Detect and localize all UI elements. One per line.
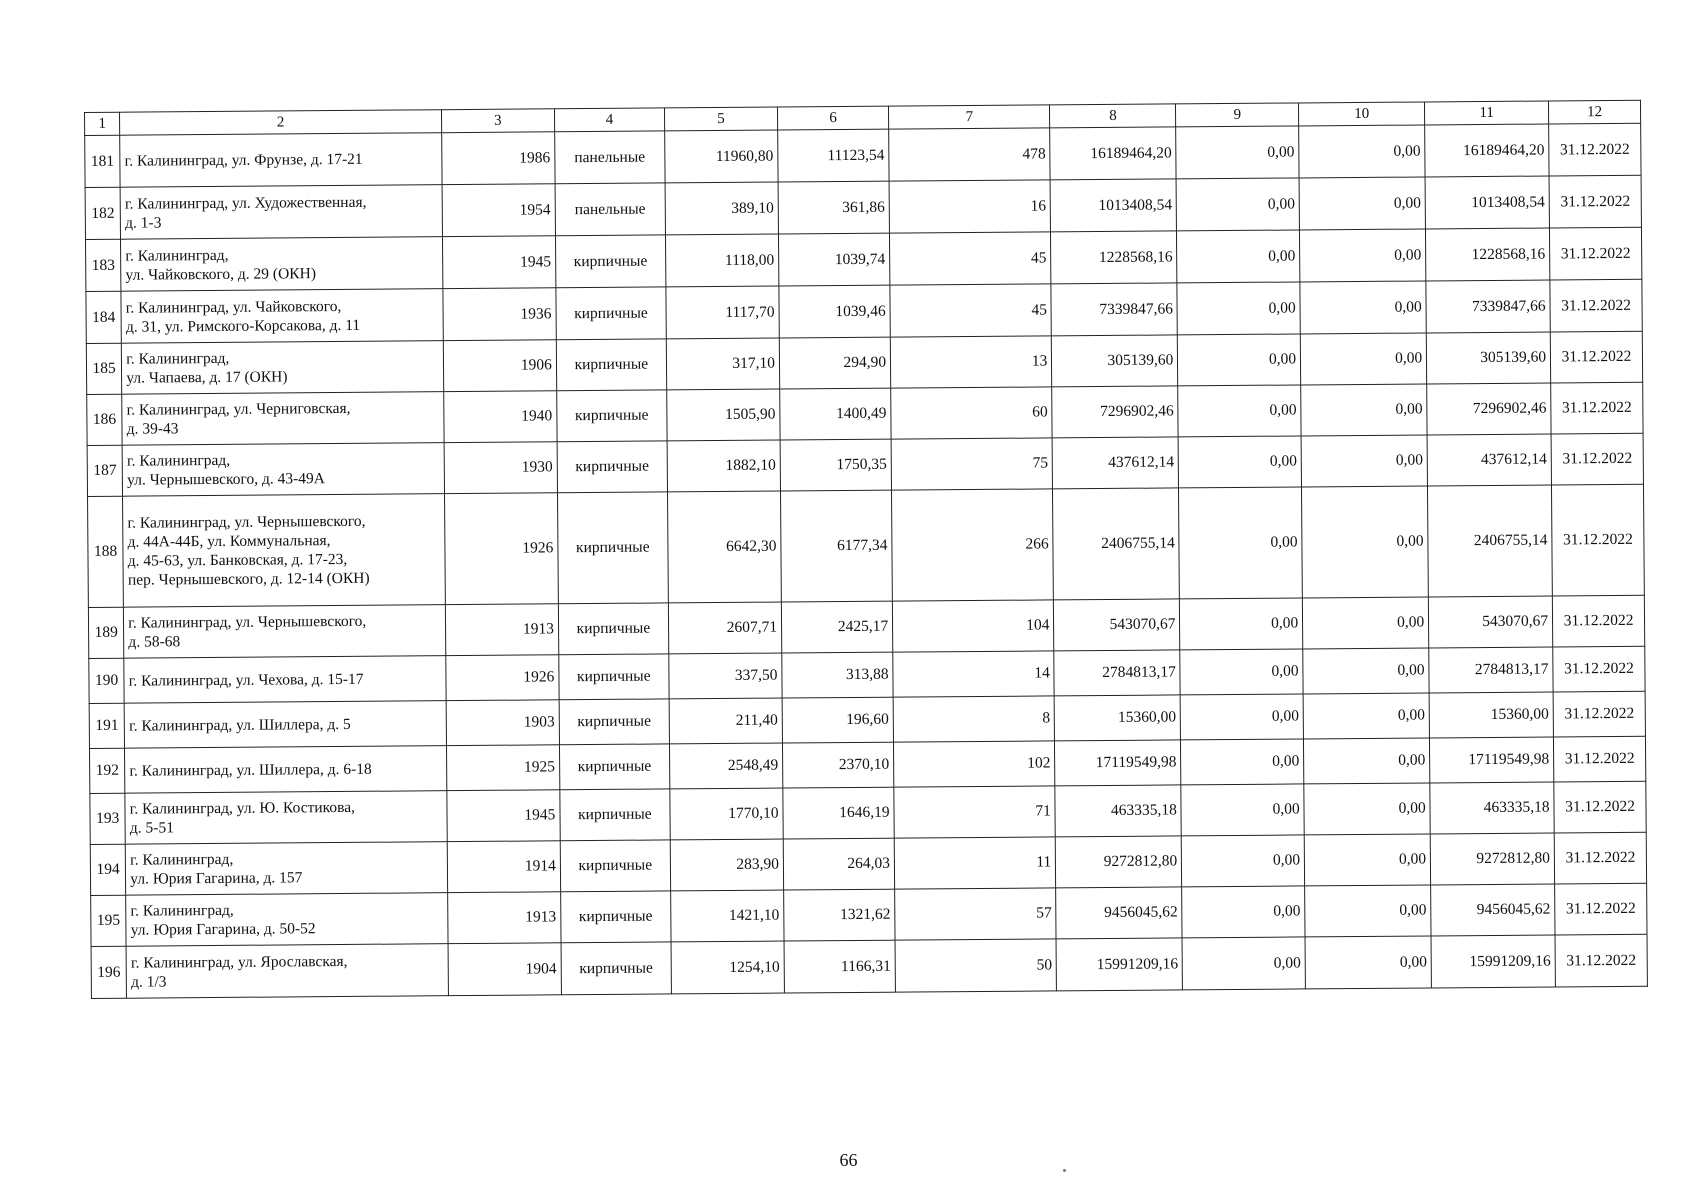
address-cell (124, 605, 446, 659)
value-cell-8: 305139,60 (1052, 335, 1178, 387)
address-line: г. Калининград, (126, 349, 230, 368)
address-line: г. Калининград, ул. Чернышевского, (127, 512, 366, 532)
column-header: 10 (1299, 102, 1425, 126)
address-cell (122, 392, 444, 446)
value-cell-6: 1039,74 (779, 233, 890, 286)
value-cell-7: 50 (895, 939, 1057, 992)
value-cell-10: 0,00 (1301, 384, 1427, 436)
value-cell-6: 294,90 (779, 337, 890, 389)
value-cell-10: 0,00 (1304, 738, 1430, 784)
year-cell: 1906 (443, 340, 557, 392)
address-line: г. Калининград, (130, 901, 234, 920)
value-cell-6: 264,03 (783, 838, 894, 890)
value-cell-9: 0,00 (1182, 835, 1305, 887)
value-cell-10: 0,00 (1302, 486, 1429, 598)
address-cell (125, 842, 447, 896)
value-cell-9: 0,00 (1182, 886, 1305, 938)
value-cell-5: 317,10 (666, 338, 780, 390)
address-line: ул. Чайковского, д. 29 (ОКН) (125, 264, 317, 284)
date-cell: 31.12.2022 (1553, 646, 1645, 692)
address-line: д. 39-43 (126, 420, 179, 438)
address-cell (121, 289, 443, 344)
date-cell: 31.12.2022 (1551, 382, 1643, 434)
wall-material-cell: кирпичные (557, 390, 667, 442)
address-line: пер. Чернышевского, д. 12-14 (ОКН) (127, 569, 370, 589)
date-cell: 31.12.2022 (1554, 781, 1646, 833)
wall-material-cell: панельные (555, 131, 665, 184)
value-cell-5: 337,50 (669, 653, 783, 699)
value-cell-11: 543070,67 (1429, 596, 1553, 648)
wall-material-cell: кирпичные (560, 891, 670, 943)
address-line: ул. Чапаева, д. 17 (ОКН) (126, 368, 288, 387)
value-cell-5: 1421,10 (670, 890, 784, 942)
row-number: 196 (91, 946, 127, 998)
value-cell-11: 7339847,66 (1426, 280, 1550, 333)
row-number: 186 (87, 394, 123, 445)
value-cell-11: 9272812,80 (1430, 833, 1554, 885)
value-cell-11: 15991209,16 (1431, 935, 1555, 988)
wall-material-cell: кирпичные (561, 942, 671, 995)
date-cell: 31.12.2022 (1549, 123, 1641, 176)
value-cell-10: 0,00 (1304, 783, 1430, 835)
row-number: 184 (86, 291, 122, 343)
value-cell-8: 15991209,16 (1056, 938, 1182, 991)
value-cell-5: 1118,00 (665, 234, 779, 287)
value-cell-10: 0,00 (1303, 597, 1429, 649)
date-cell: 31.12.2022 (1551, 433, 1643, 485)
wall-material-cell: кирпичные (560, 789, 670, 841)
value-cell-6: 313,88 (782, 652, 893, 698)
page-number: 66 (839, 1150, 858, 1170)
wall-material-cell: кирпичные (560, 840, 670, 892)
column-header: 7 (889, 105, 1050, 129)
value-cell-10: 0,00 (1301, 435, 1427, 487)
value-cell-8: 543070,67 (1054, 599, 1180, 651)
value-cell-9: 0,00 (1177, 230, 1300, 283)
address-cell (120, 185, 442, 240)
row-number: 194 (90, 844, 126, 895)
value-cell-9: 0,00 (1181, 739, 1304, 785)
value-cell-7: 14 (893, 651, 1055, 697)
address-cell (121, 237, 443, 292)
value-cell-6: 11123,54 (778, 129, 889, 182)
value-cell-5: 2548,49 (669, 743, 783, 789)
year-cell: 1914 (447, 841, 561, 893)
wall-material-cell: кирпичные (556, 287, 666, 340)
value-cell-10: 0,00 (1303, 693, 1429, 739)
year-cell: 1913 (447, 892, 561, 944)
value-cell-7: 104 (892, 600, 1054, 652)
value-cell-6: 1646,19 (783, 787, 894, 839)
value-cell-5: 1505,90 (667, 389, 781, 441)
column-header: 8 (1050, 104, 1176, 128)
date-cell: 31.12.2022 (1555, 883, 1647, 935)
housing-registry-table (84, 100, 1648, 999)
table-row (88, 484, 1645, 607)
value-cell-10: 0,00 (1305, 885, 1431, 937)
wall-material-cell: кирпичные (555, 235, 665, 288)
address-line: ул. Чернышевского, д. 43-49А (127, 470, 326, 489)
value-cell-8: 16189464,20 (1050, 127, 1176, 180)
row-number: 191 (89, 703, 125, 748)
value-cell-6: 196,60 (782, 697, 893, 743)
value-cell-9: 0,00 (1180, 598, 1303, 650)
value-cell-7: 75 (891, 438, 1053, 490)
value-cell-7: 60 (891, 387, 1053, 439)
value-cell-9: 0,00 (1182, 937, 1305, 990)
year-cell: 1986 (441, 132, 555, 185)
wall-material-cell: кирпичные (559, 654, 669, 700)
value-cell-11: 15360,00 (1429, 692, 1553, 738)
value-cell-9: 0,00 (1176, 126, 1299, 179)
year-cell: 1904 (448, 943, 562, 996)
value-cell-6: 1166,31 (784, 940, 895, 993)
row-number: 185 (86, 343, 122, 394)
date-cell: 31.12.2022 (1550, 331, 1642, 383)
value-cell-9: 0,00 (1178, 436, 1301, 488)
value-cell-6: 6177,34 (781, 490, 893, 602)
value-cell-11: 2406755,14 (1428, 485, 1553, 597)
value-cell-7: 8 (893, 696, 1055, 742)
address-cell (125, 746, 447, 794)
value-cell-7: 13 (890, 336, 1052, 388)
row-number: 183 (86, 239, 122, 291)
value-cell-6: 1750,35 (780, 439, 891, 491)
value-cell-11: 7296902,46 (1427, 383, 1551, 435)
value-cell-11: 437612,14 (1427, 434, 1551, 486)
wall-material-cell: кирпичные (557, 492, 668, 604)
table-row (91, 934, 1647, 998)
address-line: г. Калининград, (125, 246, 229, 265)
value-cell-7: 266 (892, 489, 1054, 601)
value-cell-5: 1254,10 (671, 941, 785, 994)
column-header: 11 (1425, 101, 1549, 125)
wall-material-cell: кирпичные (559, 699, 669, 745)
address-line: г. Калининград, ул. Фрунзе, д. 17-21 (124, 150, 363, 170)
address-cell (122, 443, 444, 497)
value-cell-8: 1013408,54 (1050, 179, 1176, 232)
address-line: г. Калининград, ул. Чехова, д. 15-17 (128, 670, 364, 690)
value-cell-9: 0,00 (1180, 694, 1303, 740)
value-cell-8: 437612,14 (1052, 437, 1178, 489)
value-cell-7: 16 (889, 180, 1051, 233)
column-header: 3 (441, 109, 554, 133)
value-cell-10: 0,00 (1299, 125, 1425, 178)
year-cell: 1926 (445, 655, 559, 701)
value-cell-8: 9456045,62 (1056, 887, 1182, 939)
value-cell-11: 2784813,17 (1429, 647, 1553, 693)
address-line: д. 58-68 (128, 633, 181, 651)
value-cell-7: 45 (890, 232, 1052, 285)
value-cell-8: 9272812,80 (1056, 836, 1182, 888)
year-cell: 1930 (444, 442, 558, 494)
column-header: 4 (554, 108, 664, 132)
wall-material-cell: кирпичные (559, 744, 669, 790)
wall-material-cell: панельные (555, 183, 665, 236)
row-number: 193 (90, 793, 126, 844)
address-line: г. Калининград, (126, 451, 231, 470)
year-cell: 1945 (447, 790, 561, 842)
value-cell-10: 0,00 (1303, 648, 1429, 694)
value-cell-8: 463335,18 (1055, 785, 1181, 837)
value-cell-7: 45 (890, 284, 1052, 337)
year-cell: 1903 (446, 700, 560, 746)
address-line: г. Калининград, ул. Ярославская, (130, 952, 348, 972)
address-line: д. 5-51 (129, 819, 174, 837)
value-cell-9: 0,00 (1181, 784, 1304, 836)
value-cell-7: 102 (894, 741, 1056, 787)
value-cell-8: 2784813,17 (1054, 650, 1180, 696)
value-cell-10: 0,00 (1300, 229, 1426, 282)
year-cell: 1945 (442, 236, 556, 289)
value-cell-10: 0,00 (1300, 333, 1426, 385)
date-cell: 31.12.2022 (1552, 595, 1644, 647)
date-cell: 31.12.2022 (1550, 279, 1642, 332)
date-cell: 31.12.2022 (1550, 227, 1642, 280)
value-cell-5: 211,40 (669, 698, 783, 744)
address-line: д. 44А-44Б, ул. Коммунальная, (127, 532, 331, 551)
value-cell-9: 0,00 (1177, 282, 1300, 335)
value-cell-10: 0,00 (1299, 177, 1425, 230)
value-cell-7: 57 (895, 888, 1057, 940)
value-cell-5: 389,10 (665, 182, 779, 235)
value-cell-6: 1321,62 (784, 889, 895, 941)
value-cell-10: 0,00 (1304, 834, 1430, 886)
value-cell-5: 2607,71 (668, 602, 782, 654)
address-cell (124, 701, 446, 749)
column-header: 1 (85, 112, 120, 135)
value-cell-9: 0,00 (1179, 487, 1303, 599)
column-header: 6 (778, 106, 889, 130)
value-cell-8: 2406755,14 (1053, 488, 1180, 600)
value-cell-5: 283,90 (670, 839, 784, 891)
value-cell-6: 1400,49 (780, 388, 891, 440)
row-number: 187 (87, 445, 123, 496)
column-header: 12 (1549, 100, 1641, 124)
address-line: г. Калининград, ул. Черниговская, (126, 399, 351, 419)
address-line: г. Калининград, ул. Шиллера, д. 6-18 (129, 760, 372, 780)
value-cell-11: 463335,18 (1430, 782, 1554, 834)
address-line: г. Калининград, (130, 850, 234, 869)
value-cell-11: 16189464,20 (1425, 124, 1549, 177)
value-cell-6: 2370,10 (783, 742, 894, 788)
year-cell: 1936 (443, 288, 557, 341)
value-cell-9: 0,00 (1176, 178, 1299, 231)
value-cell-8: 1228568,16 (1051, 231, 1177, 284)
value-cell-8: 7339847,66 (1051, 283, 1177, 336)
address-line: г. Калининград, ул. Ю. Костикова, (129, 798, 356, 818)
value-cell-6: 361,86 (778, 181, 889, 234)
value-cell-7: 71 (894, 786, 1056, 838)
date-cell: 31.12.2022 (1549, 175, 1641, 228)
column-header: 5 (664, 107, 777, 131)
value-cell-10: 0,00 (1300, 281, 1426, 334)
row-number: 189 (88, 607, 124, 658)
address-line: г. Калининград, ул. Чернышевского, (128, 612, 367, 632)
date-cell: 31.12.2022 (1552, 484, 1645, 596)
value-cell-11: 17119549,98 (1430, 737, 1554, 783)
value-cell-5: 1770,10 (670, 788, 784, 840)
address-cell (123, 494, 445, 608)
wall-material-cell: кирпичные (558, 603, 668, 655)
value-cell-7: 478 (889, 128, 1051, 181)
value-cell-10: 0,00 (1305, 936, 1431, 989)
address-line: ул. Юрия Гагарина, д. 50-52 (130, 920, 316, 939)
year-cell: 1954 (442, 184, 556, 237)
value-cell-7: 11 (894, 837, 1056, 889)
column-header: 2 (120, 110, 442, 136)
column-header: 9 (1176, 103, 1299, 127)
value-cell-5: 6642,30 (667, 491, 781, 603)
value-cell-5: 1882,10 (667, 440, 781, 492)
wall-material-cell: кирпичные (557, 441, 667, 493)
row-number: 181 (85, 135, 121, 187)
address-cell (125, 791, 447, 845)
row-number: 182 (85, 187, 121, 239)
value-cell-9: 0,00 (1180, 649, 1303, 695)
date-cell: 31.12.2022 (1554, 736, 1646, 782)
row-number: 195 (91, 895, 127, 946)
value-cell-5: 1117,70 (666, 286, 780, 339)
value-cell-9: 0,00 (1178, 385, 1301, 437)
address-line: д. 1/3 (130, 972, 167, 991)
address-line: ул. Юрия Гагарина, д. 157 (130, 869, 303, 888)
address-line: д. 45-63, ул. Банковская, д. 17-23, (127, 550, 348, 570)
address-line: г. Калининград, ул. Художественная, (124, 193, 367, 213)
address-line: д. 31, ул. Римского-Корсакова, д. 11 (125, 316, 361, 336)
year-cell: 1925 (446, 745, 560, 791)
value-cell-5: 11960,80 (665, 130, 779, 183)
value-cell-11: 1013408,54 (1425, 176, 1549, 229)
address-line: д. 1-3 (125, 213, 162, 232)
row-number: 190 (89, 658, 125, 703)
address-line: г. Калининград, ул. Чайковского, (125, 297, 342, 317)
value-cell-6: 1039,46 (779, 285, 890, 338)
year-cell: 1940 (443, 391, 557, 443)
value-cell-8: 17119549,98 (1055, 740, 1181, 786)
value-cell-8: 15360,00 (1054, 695, 1180, 741)
wall-material-cell: кирпичные (556, 339, 666, 391)
date-cell: 31.12.2022 (1555, 934, 1647, 987)
address-cell (126, 944, 448, 999)
address-cell (126, 893, 448, 947)
value-cell-8: 7296902,46 (1052, 386, 1178, 438)
scan-speck (1063, 1169, 1066, 1172)
date-cell: 31.12.2022 (1554, 832, 1646, 884)
address-cell (124, 656, 446, 704)
value-cell-11: 1228568,16 (1426, 228, 1550, 281)
value-cell-9: 0,00 (1178, 334, 1301, 386)
scanned-page (84, 100, 1648, 999)
year-cell: 1913 (445, 604, 559, 656)
value-cell-11: 305139,60 (1426, 332, 1550, 384)
address-cell (120, 133, 442, 188)
value-cell-11: 9456045,62 (1431, 884, 1555, 936)
date-cell: 31.12.2022 (1553, 691, 1645, 737)
row-number: 192 (89, 748, 125, 793)
address-line: г. Калининград, ул. Шиллера, д. 5 (128, 715, 351, 735)
row-number: 188 (88, 496, 124, 607)
address-cell (122, 341, 444, 395)
year-cell: 1926 (444, 493, 558, 605)
value-cell-6: 2425,17 (781, 601, 892, 653)
